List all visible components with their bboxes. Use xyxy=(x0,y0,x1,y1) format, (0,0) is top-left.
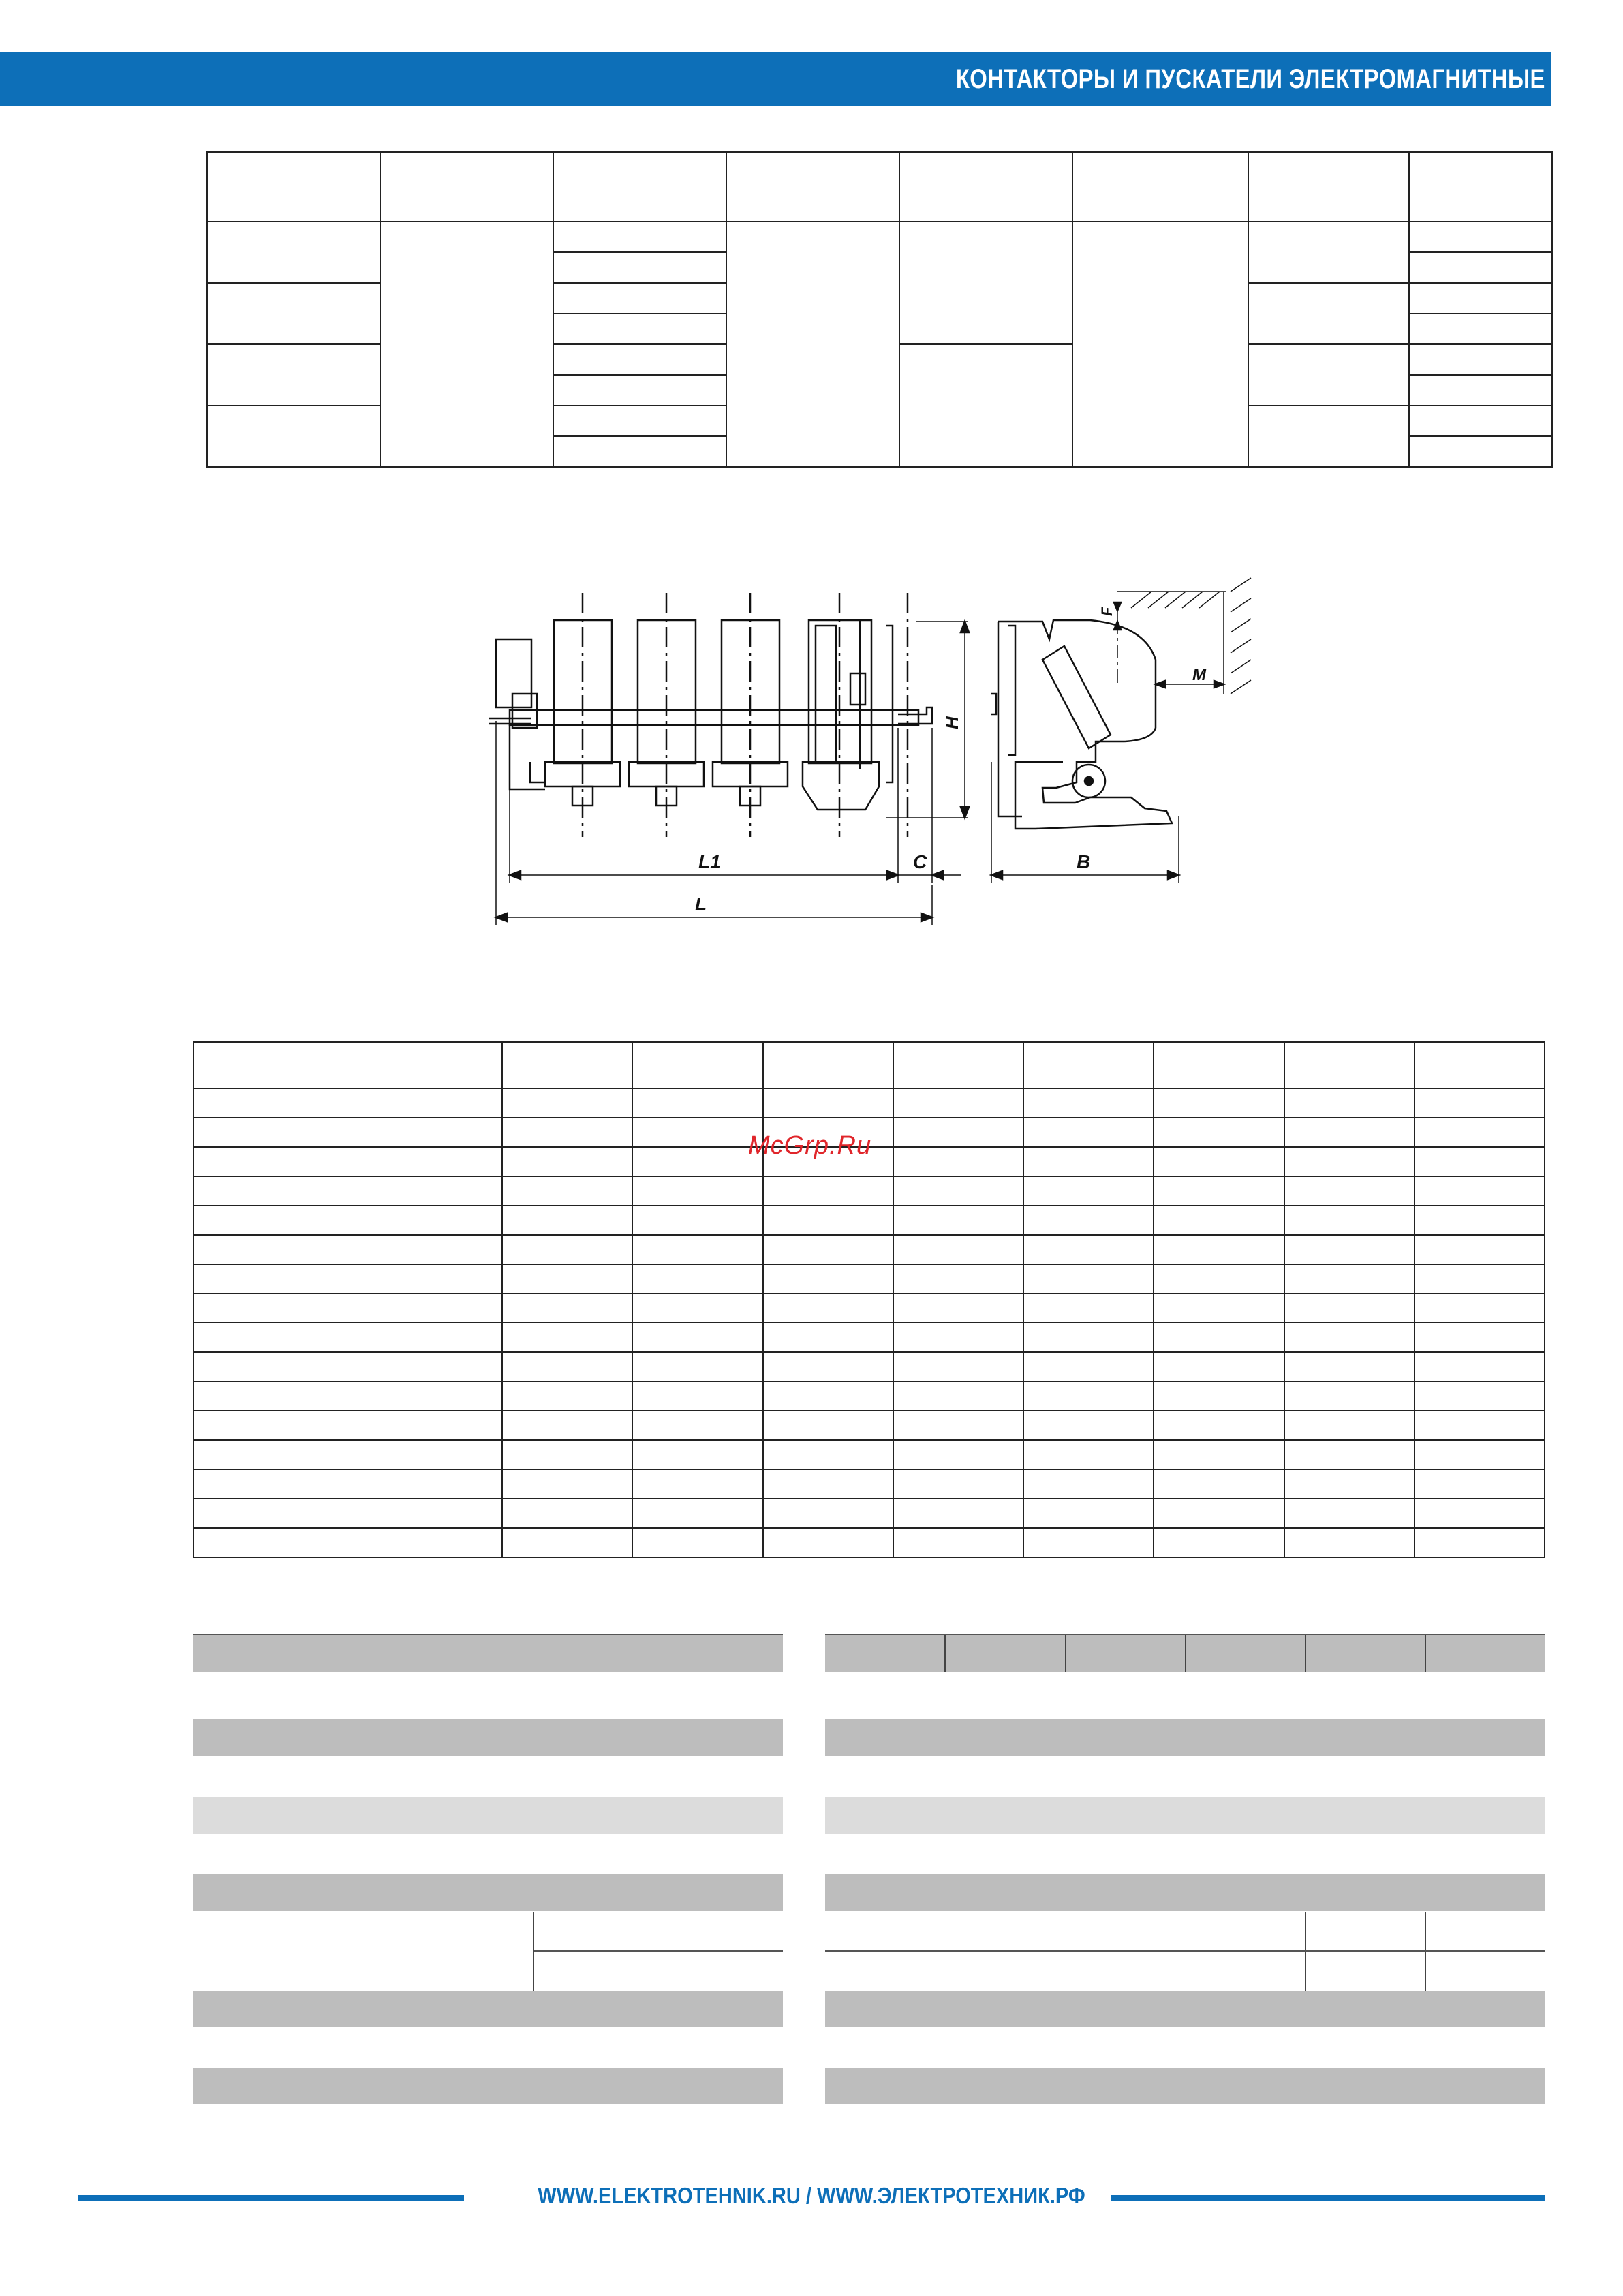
dim-label-m: M xyxy=(1192,666,1206,684)
table-header-row xyxy=(207,152,1552,221)
table-row xyxy=(194,1264,1545,1294)
table-row xyxy=(194,1088,1545,1118)
header-title: КОНТАКТОРЫ И ПУСКАТЕЛИ ЭЛЕКТРОМАГНИТНЫЕ xyxy=(956,64,1545,94)
table-row xyxy=(194,1440,1545,1469)
dim-label-l1: L1 xyxy=(698,851,721,872)
table-row xyxy=(194,1469,1545,1499)
table-row xyxy=(194,1294,1545,1323)
table-header-row xyxy=(194,1042,1545,1088)
side-block xyxy=(496,639,531,707)
table-row xyxy=(194,1176,1545,1206)
dim-label-b: B xyxy=(1077,851,1091,872)
dimensions-table xyxy=(193,1041,1545,1558)
table-row xyxy=(194,1235,1545,1264)
dim-label-h: H xyxy=(942,716,962,729)
footer-website-link[interactable]: WWW.ELEKTROTEHNIK.RU / WWW.ЭЛЕКТРОТЕХНИК.РФ xyxy=(538,2183,1085,2208)
dim-label-l: L xyxy=(695,893,707,915)
table-row xyxy=(194,1323,1545,1352)
spec-table-top xyxy=(206,151,1553,468)
table-row xyxy=(194,1352,1545,1381)
pole-1 xyxy=(545,593,620,837)
table-row xyxy=(194,1381,1545,1411)
dim-label-c: C xyxy=(913,851,927,872)
side-view xyxy=(991,620,1172,829)
watermark: McGrp.Ru xyxy=(748,1131,872,1160)
contactor-dimension-drawing xyxy=(477,557,1261,939)
main-shaft xyxy=(510,710,918,725)
table-row xyxy=(194,1206,1545,1235)
table-row xyxy=(207,221,1552,252)
table-row xyxy=(194,1411,1545,1440)
table-row xyxy=(194,1499,1545,1528)
dim-label-f: F xyxy=(1098,607,1115,616)
pole-3 xyxy=(713,593,788,837)
pole-2 xyxy=(629,593,704,837)
table-row xyxy=(194,1528,1545,1557)
